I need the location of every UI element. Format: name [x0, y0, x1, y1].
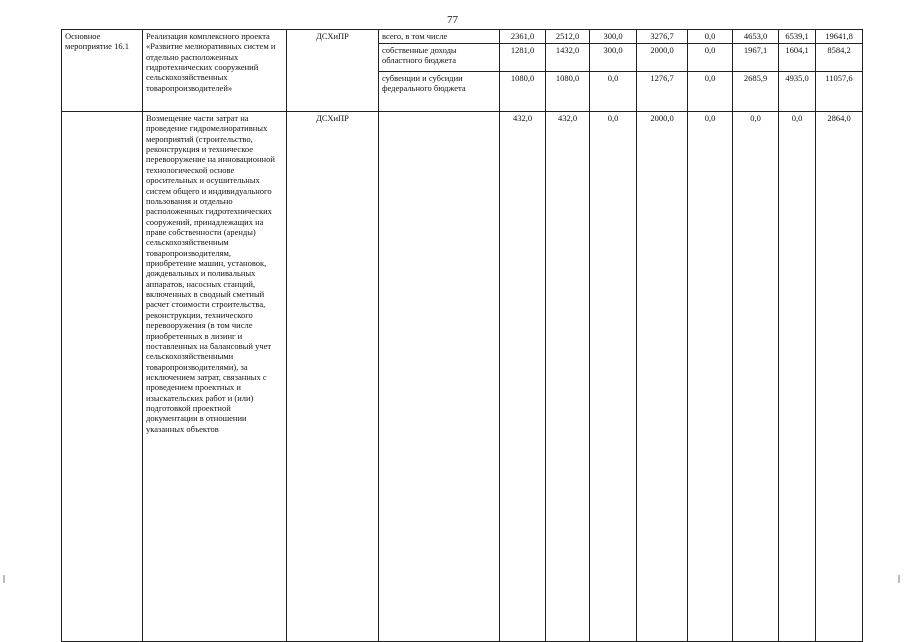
- value-cell: 432,0: [500, 112, 546, 642]
- value-cell: 1080,0: [500, 72, 546, 112]
- value-cell: 6539,1: [779, 30, 816, 44]
- value-cell: 0,0: [779, 112, 816, 642]
- value-cell: 19641,8: [816, 30, 863, 44]
- funding-source-cell: всего, в том числе: [379, 30, 500, 44]
- value-cell: 300,0: [590, 30, 637, 44]
- value-cell: 300,0: [590, 44, 637, 72]
- measure-cell: [62, 112, 143, 642]
- executor-cell: ДСХиПР: [287, 30, 379, 112]
- scan-margin-mark-right: [898, 575, 900, 583]
- activity-cell: Возмещение части затрат на проведение гидромелиоративных мероприятий (строительство, реконструкция и техническое перевооружение на инновационной технологической основе оросительных и осушительных систем общего и индивидуального пользования и отдельно расположенных гидротехнических сооружений, принадлежащих на праве собственности (аренды) сельскохозяйственным товаропроизводителям, приобретение машин, установок, дождевальных и поливальных аппаратов, насосных станций, включенных в сводный сметный расчет стоимости строительства, реконструкции, технического перевооружения (в том числе приобретенных в лизинг и поставленных на балансовый учет сельскохозяйственными товаропроизводителями), за исключением затрат, связанных с проведением проектных и изыскательских работ и (или) подготовкой проектной документации в отношении указанных объектов: [143, 112, 287, 642]
- value-cell: 2685,9: [733, 72, 779, 112]
- value-cell: 2864,0: [816, 112, 863, 642]
- value-cell: 1967,1: [733, 44, 779, 72]
- value-cell: 11057,6: [816, 72, 863, 112]
- funding-source-cell: [379, 112, 500, 642]
- value-cell: 0,0: [733, 112, 779, 642]
- value-cell: 2512,0: [546, 30, 590, 44]
- value-cell: 4653,0: [733, 30, 779, 44]
- activity-cell: Реализация комплексного проекта «Развитие мелиоративных систем и отдельно расположенных гидротехнических сооружений сельскохозяйственных товаропроизводителей»: [143, 30, 287, 112]
- value-cell: 1281,0: [500, 44, 546, 72]
- page-number: 77: [447, 14, 458, 26]
- measure-cell: Основное мероприятие 16.1: [62, 30, 143, 112]
- table-row: [62, 112, 863, 642]
- value-cell: 1080,0: [546, 72, 590, 112]
- value-cell: 432,0: [546, 112, 590, 642]
- value-cell: 0,0: [688, 112, 733, 642]
- value-cell: 2000,0: [637, 44, 688, 72]
- value-cell: 2361,0: [500, 30, 546, 44]
- value-cell: 2000,0: [637, 112, 688, 642]
- value-cell: 4935,0: [779, 72, 816, 112]
- value-cell: 0,0: [688, 72, 733, 112]
- value-cell: 0,0: [590, 112, 637, 642]
- value-cell: 8584,2: [816, 44, 863, 72]
- value-cell: 0,0: [590, 72, 637, 112]
- executor-cell: ДСХиПР: [287, 112, 379, 642]
- value-cell: 1604,1: [779, 44, 816, 72]
- value-cell: 3276,7: [637, 30, 688, 44]
- value-cell: 0,0: [688, 30, 733, 44]
- funding-source-cell: собственные доходы областного бюджета: [379, 44, 500, 72]
- funding-source-cell: субвенции и субсидии федерального бюджета: [379, 72, 500, 112]
- table-row: [62, 30, 863, 44]
- budget-table: [61, 29, 863, 642]
- value-cell: 1432,0: [546, 44, 590, 72]
- value-cell: 1276,7: [637, 72, 688, 112]
- value-cell: 0,0: [688, 44, 733, 72]
- scan-margin-mark-left: [3, 575, 5, 583]
